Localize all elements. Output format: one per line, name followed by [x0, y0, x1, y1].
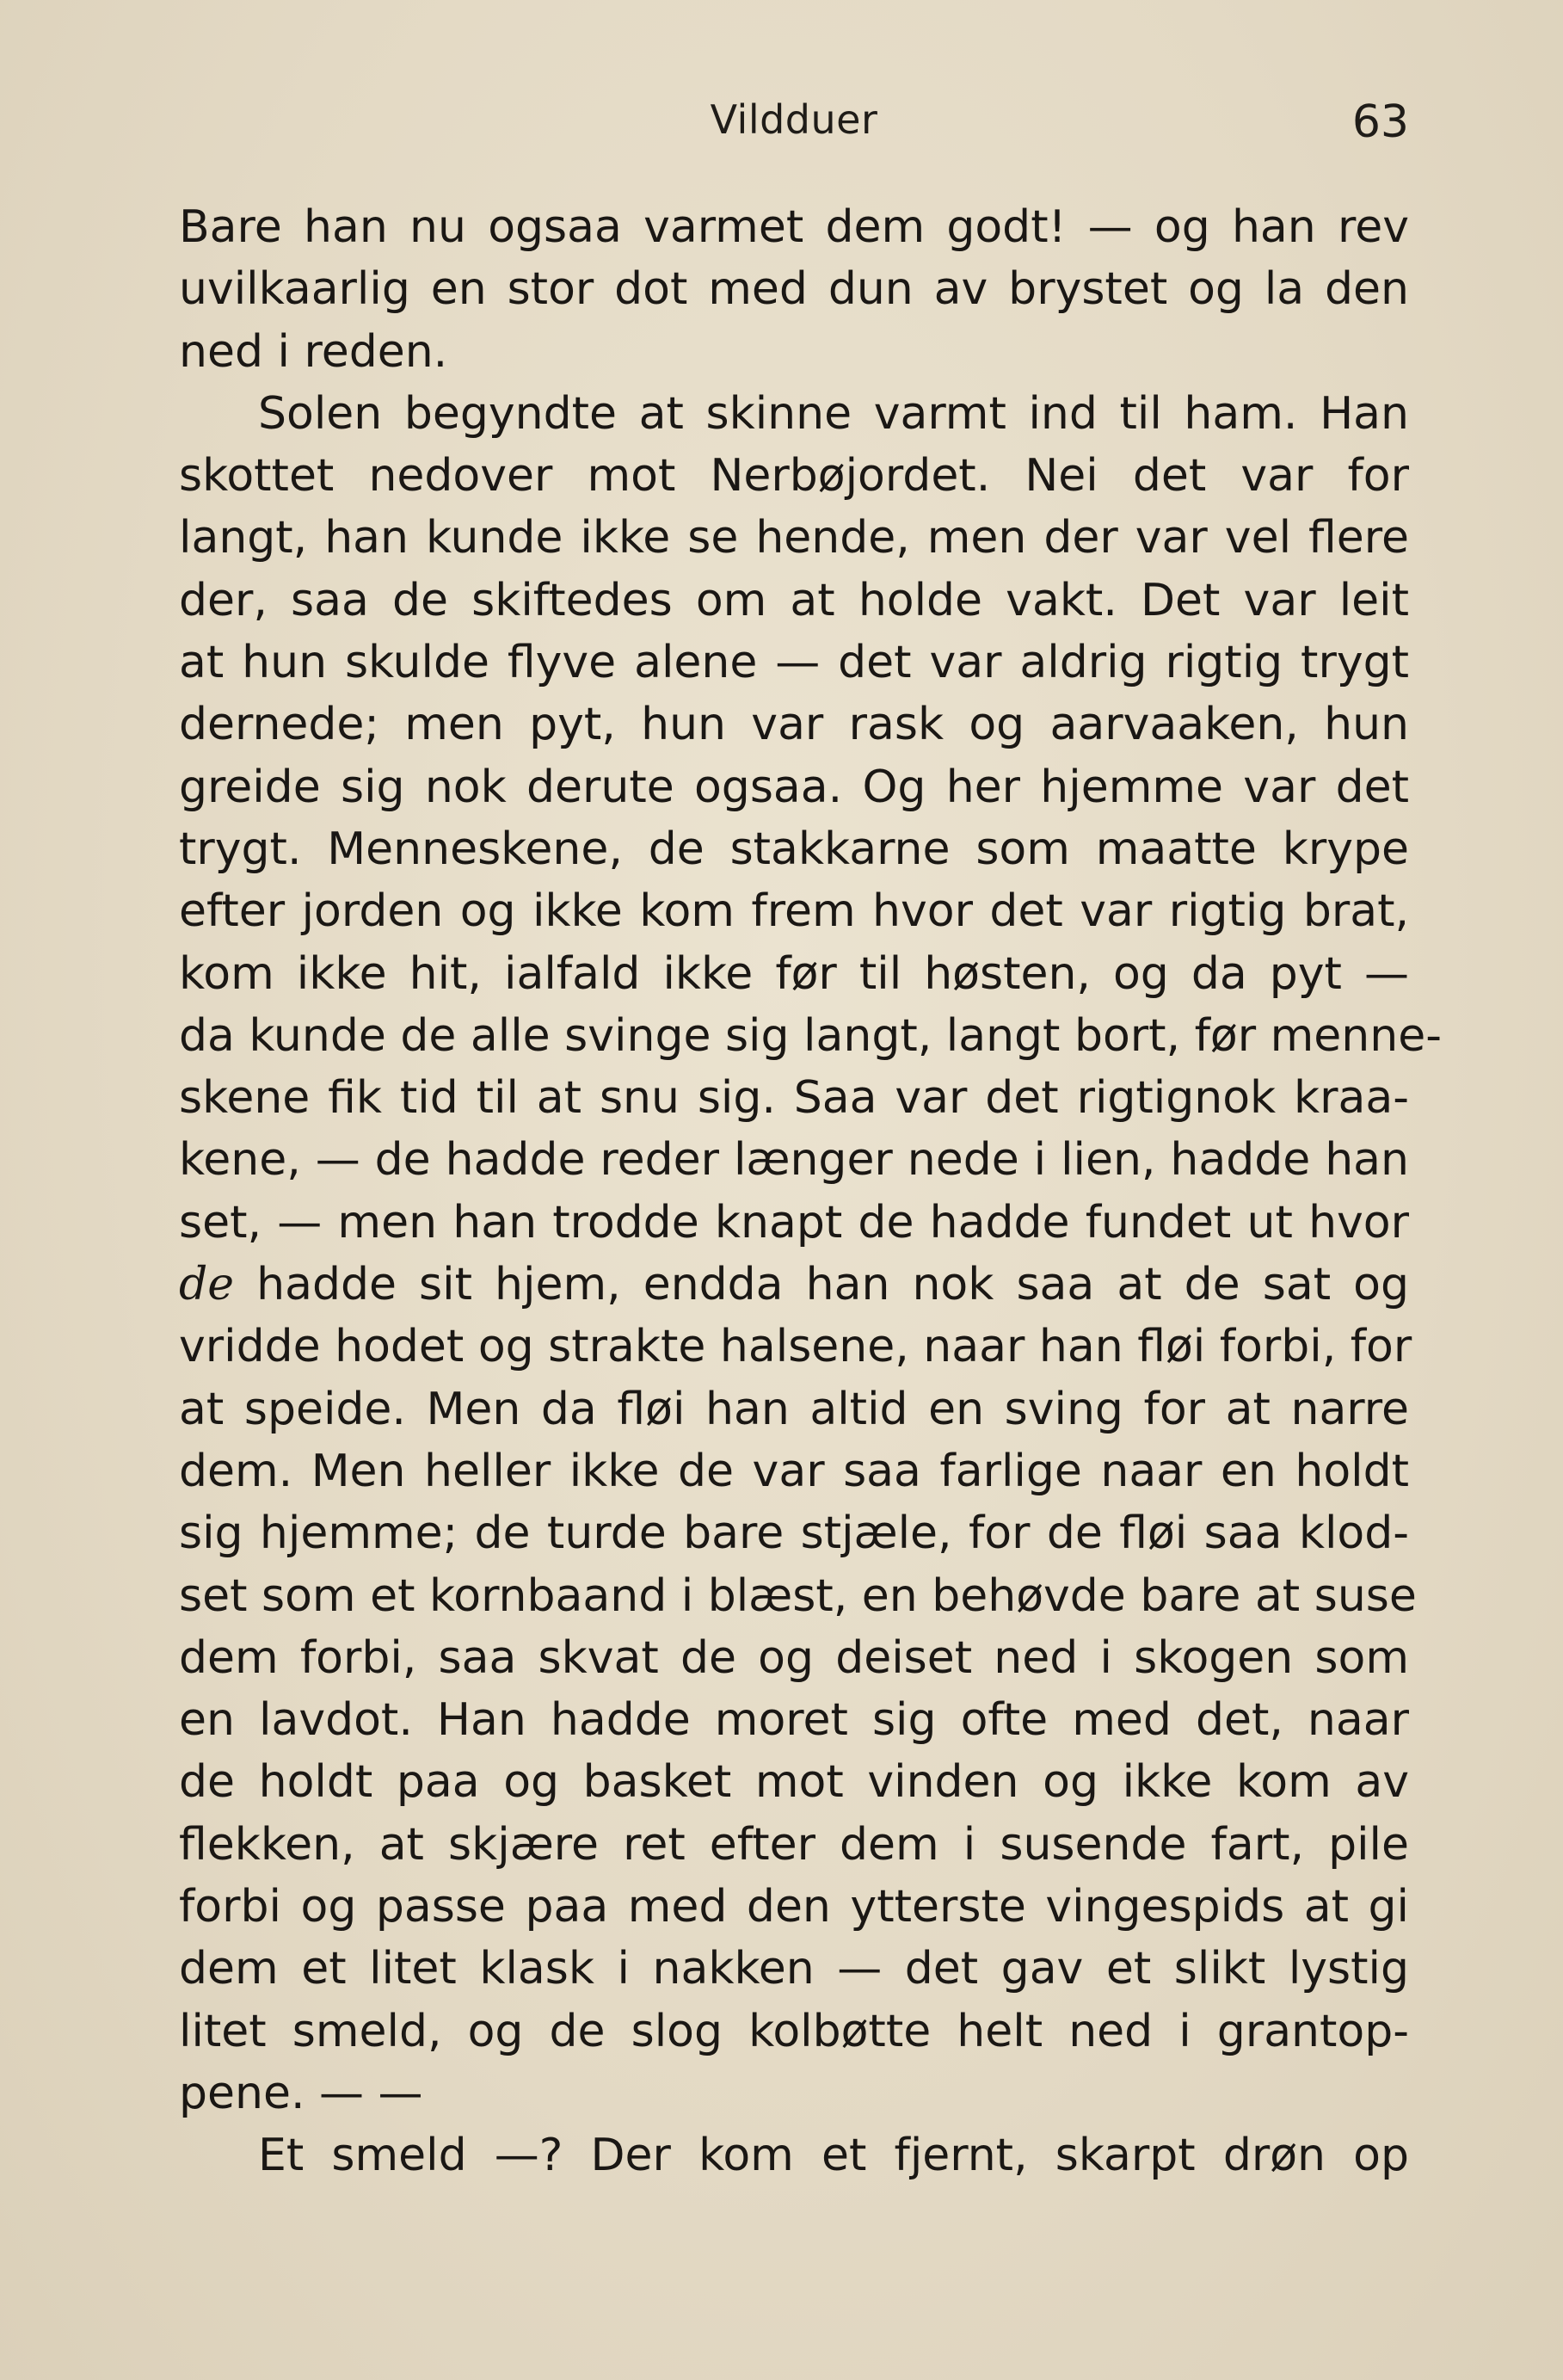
text-line: dernede; men pyt, hun var rask og aarvaaken, hun — [179, 699, 1409, 751]
text-line: vridde hodet og strakte halsene, naar han fløi forbi, for — [179, 1321, 1412, 1373]
text-line: litet smeld, og de slog kolbøtte helt ned i grantop- — [179, 2005, 1409, 2057]
text-line: ned i reden. — [179, 325, 448, 378]
text-line: de holdt paa og basket mot vinden og ikke kom av — [179, 1756, 1409, 1809]
text-line: flekken, at skjære ret efter dem i susende fart, pile — [179, 1818, 1409, 1871]
text-line: en lavdot. Han hadde moret sig ofte med det, naar — [179, 1694, 1409, 1747]
text-line: langt, han kunde ikke se hende, men der var vel flere — [179, 512, 1409, 564]
paragraph — [179, 2124, 1409, 2186]
running-title: Vildduer — [710, 96, 878, 143]
text-line: uvilkaarlig en stor dot med dun av brystet og la den — [179, 263, 1409, 316]
text-line-italic — [179, 1254, 1409, 1316]
text-line: at speide. Men da fløi han altid en sving for at narre — [179, 1383, 1409, 1435]
text-line: der, saa de skiftedes om at holde vakt. Det var leit — [179, 574, 1409, 626]
text-line: da kunde de alle svinge sig langt, langt bort, før menne- — [179, 1009, 1442, 1062]
text-line: trygt. Menneskene, de stakkarne som maatte krype — [179, 823, 1409, 875]
paragraph — [179, 383, 1442, 2124]
text-line: at hun skulde flyve alene — det var aldrig rigtig trygt — [179, 637, 1409, 689]
text-line: dem. Men heller ikke de var saa farlige naar en holdt — [179, 1445, 1409, 1497]
text-line: kene, — de hadde reder længer nede i lien, hadde han — [179, 1134, 1409, 1187]
text-line: greide sig nok derute ogsaa. Og her hjemme var det — [179, 761, 1409, 813]
text-line: kom ikke hit, ialfald ikke før til høsten, og da pyt — — [179, 947, 1409, 1000]
text-line: forbi og passe paa med den ytterste vingespids at gi — [179, 1881, 1409, 1933]
body-text — [179, 196, 1442, 2187]
page-number: 63 — [1351, 96, 1409, 148]
text-line: Solen begyndte at skinne varmt ind til ham. Han — [258, 387, 1409, 440]
text-line: Et smeld —? Der kom et fjernt, skarpt drøn op — [258, 2130, 1409, 2182]
text-line: dem forbi, saa skvat de og deiset ned i skogen som — [179, 1631, 1409, 1684]
text-line: set, — men han trodde knapt de hadde fundet ut hvor — [179, 1196, 1409, 1249]
page-header — [179, 96, 1409, 157]
text-fragment: hadde sit hjem, endda han nok saa at de sat og — [234, 1259, 1409, 1311]
text-line: skene fik tid til at snu sig. Saa var det rigtignok kraa- — [179, 1072, 1409, 1125]
text-line: set som et kornbaand i blæst, en behøvde bare at suse — [179, 1569, 1417, 1622]
text-line: efter jorden og ikke kom frem hvor det var rigtig brat, — [179, 885, 1409, 938]
italic-word: de — [179, 1259, 235, 1311]
text-line: skottet nedover mot Nerbøjordet. Nei det var for — [179, 450, 1409, 503]
text-line: sig hjemme; de turde bare stjæle, for de fløi saa klod- — [179, 1508, 1409, 1560]
text-line: dem et litet klask i nakken — det gav et slikt lystig — [179, 1943, 1409, 1995]
text-line: pene. — — — [179, 2067, 423, 2119]
text-line: Bare han nu ogsaa varmet dem godt! — og han rev — [179, 201, 1409, 253]
paragraph — [179, 196, 1409, 383]
